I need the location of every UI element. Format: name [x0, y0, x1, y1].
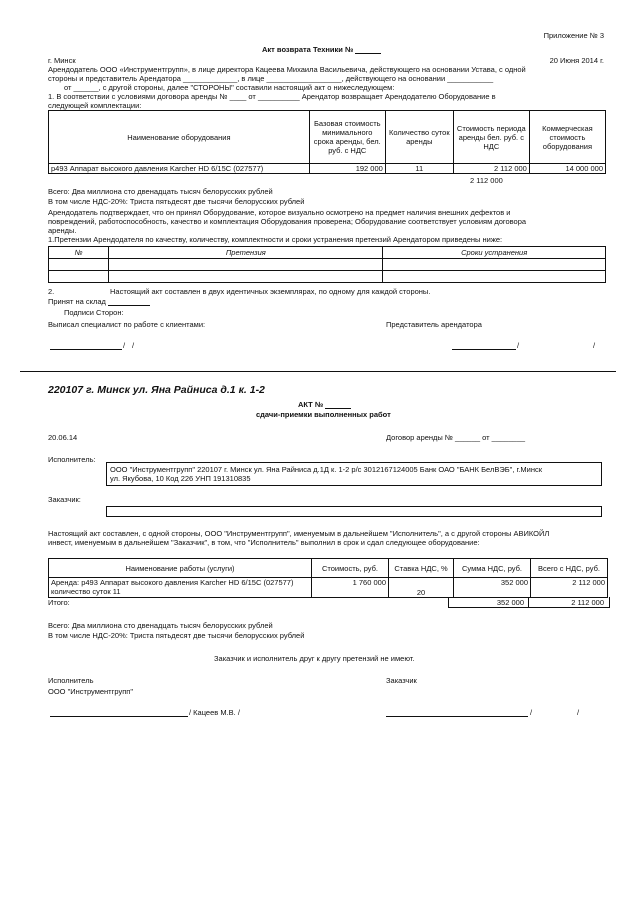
specialist-label: Выписал специалист по работе с клиентами:: [48, 320, 206, 329]
company-address: 220107 г. Минск ул. Яна Райниса д.1 к. 1-2: [48, 384, 265, 396]
executor-signer: / Кацеев М.В. /: [189, 708, 240, 717]
signature-separator: /: [593, 341, 596, 350]
cost-cell: 1 760 000: [312, 578, 389, 598]
act2-total-words: Всего: Два миллиона сто двенадцать тысяч белорусских рублей: [48, 621, 273, 630]
period-cost-cell: 2 112 000: [453, 164, 529, 174]
vat-sum-cell: 352 000: [454, 578, 531, 598]
no-claims-statement: Заказчик и исполнитель друг к другу претензий не имеют.: [214, 654, 415, 663]
act1-intro-line: 1. В соответствии с условиями договора аренды № ____ от __________ Арендатор возвращает Арендодателю Оборудование в: [48, 92, 496, 101]
services-table: [48, 558, 608, 598]
col-header-commercial-cost: Коммерческая стоимость оборудования: [529, 111, 605, 164]
table-row: [49, 259, 606, 271]
act2-total-vat: 352 000: [496, 598, 524, 607]
equipment-table: [48, 110, 606, 174]
claims-table: [48, 246, 606, 283]
signature-separator: /: [123, 341, 126, 350]
act1-intro-line: стороны и представитель Арендатора _____________, в лице __________________, действующего на основании ___________: [48, 74, 494, 83]
accepted-label: Принят на склад: [48, 297, 150, 306]
act1-intro-line: от ______, с другой стороны, далее "СТОРОНЫ" составили настоящий акт о нижеследующем:: [64, 83, 395, 92]
col-header-days: Количество суток аренды: [385, 111, 453, 164]
executor-line: ООО "Инструментгрупп" 220107 г. Минск ул. Яна Райниса д.1Д к. 1-2 р/с 3012167124005 Банк ОАО "БАНК БелВЭБ", г.Минск: [110, 465, 543, 474]
act1-date: 20 Июня 2014 г.: [549, 56, 604, 65]
col-header-cost: Стоимость, руб.: [312, 559, 389, 578]
col-header-period-cost: Стоимость периода аренды бел. руб. с НДС: [453, 111, 529, 164]
tenant-rep-label: Представитель арендатора: [386, 320, 482, 329]
act2-contract: Договор аренды № ______ от ________: [386, 433, 526, 442]
executor-org: ООО "Инструментгрупп": [48, 687, 133, 696]
claims-header-deadline: Сроки устранения: [383, 247, 606, 259]
col-header-vat-sum: Сумма НДС, руб.: [454, 559, 531, 578]
section-divider: [20, 371, 616, 372]
act1-condition-line: повреждений, работоспособность, качество и комплектация Оборудования проверена; Оборудование соответствует условиям договора: [48, 217, 527, 226]
act2-subtitle: сдачи-приемки выполненных работ: [256, 410, 391, 419]
signature-separator: /: [530, 708, 533, 717]
customer-box: [106, 506, 602, 517]
customer-label: Заказчик:: [48, 495, 81, 504]
act1-title: Акт возврата Техники №: [262, 45, 381, 54]
act1-intro-line: Арендодатель ООО «Инструментгрупп», в лице директора Кацеева Михаила Васильевича, действующего на основании Устава, с одной: [48, 65, 526, 74]
col-header-service: Наименование работы (услуги): [49, 559, 312, 578]
commercial-cost-cell: 14 000 000: [529, 164, 605, 174]
col-header-total: Всего с НДС, руб.: [531, 559, 608, 578]
executor-label: Исполнитель:: [48, 455, 96, 464]
act2-total-label: Итого:: [48, 598, 70, 607]
days-cell: 11: [385, 164, 453, 174]
act1-city: г. Минск: [48, 56, 76, 65]
base-cost-cell: 192 000: [309, 164, 385, 174]
act1-total-words: Всего: Два миллиона сто двенадцать тысяч белорусских рублей: [48, 187, 273, 196]
col-header-base-cost: Базовая стоимость минимального срока аренды, бел. руб. с НДС: [309, 111, 385, 164]
table-divider: [528, 597, 529, 607]
act1-condition-line: аренды.: [48, 226, 77, 235]
signatures-label: Подписи Сторон:: [64, 308, 124, 317]
signature-line: [452, 349, 516, 350]
act2-total-all: 2 112 000: [571, 598, 604, 607]
act1-vat-words: В том числе НДС-20%: Триста пятьдесят две тысячи белорусских рублей: [48, 197, 305, 206]
table-row: [49, 578, 608, 598]
signature-separator: /: [577, 708, 580, 717]
act2-title: АКТ №: [298, 400, 351, 409]
table-row: [49, 271, 606, 283]
signature-line: [50, 716, 188, 717]
act1-condition-line: Арендодатель подтверждает, что он принял Оборудование, которое визуально осмотрено на предмет наличия внешних дефектов и: [48, 208, 511, 217]
point2-number: 2.: [48, 287, 55, 296]
act1-intro-line: следующей комплектации:: [48, 101, 142, 110]
point2-text: Настоящий акт составлен в двух идентичных экземплярах, по одному для каждой стороны.: [110, 287, 431, 296]
col-header-equipment: Наименование оборудования: [49, 111, 310, 164]
executor-line: ул. Якубова, 10 Код 226 УНП 191310835: [110, 474, 251, 483]
signature-line: [386, 716, 528, 717]
executor-box: [106, 462, 602, 486]
signature-separator: /: [517, 341, 520, 350]
signature-separator: /: [132, 341, 135, 350]
total-cell: 2 112 000: [531, 578, 608, 598]
act2-statement-line: инвест, именуемым в дальнейшем "Заказчик", в том, что "Исполнитель" выполнил в срок и сдал следующее оборудование:: [48, 538, 480, 547]
annex-label: Приложение № 3: [543, 31, 604, 40]
vat-rate-cell: 20: [389, 578, 454, 598]
table-row: [49, 164, 606, 174]
act2-vat-words: В том числе НДС-20%: Триста пятьдесят две тысячи белорусских рублей: [48, 631, 305, 640]
signature-line: [50, 349, 122, 350]
act1-table-total: 2 112 000: [470, 176, 503, 185]
customer-sign-label: Заказчик: [386, 676, 417, 685]
executor-sign-label: Исполнитель: [48, 676, 94, 685]
act2-date: 20.06.14: [48, 433, 78, 442]
equipment-name-cell: р493 Аппарат высокого давления Karcher HD 6/15C (027577): [49, 164, 310, 174]
act1-condition-line: 1.Претензии Арендодателя по качеству, количеству, комплектности и сроки устранения претензий Арендатором приведены ниже:: [48, 235, 503, 244]
service-name-cell: Аренда: р493 Аппарат высокого давления Karcher HD 6/15C (027577) количество суток 11: [49, 578, 312, 598]
col-header-vat-rate: Ставка НДС, %: [389, 559, 454, 578]
claims-header-number: №: [49, 247, 109, 259]
claims-header-claim: Претензия: [109, 247, 383, 259]
act2-statement-line: Настоящий акт составлен, с одной стороны, ООО "Инструментгрупп", именуемым в дальнейшем "Исполнитель", а с другой стороны АВИКОЙЛ: [48, 529, 550, 538]
